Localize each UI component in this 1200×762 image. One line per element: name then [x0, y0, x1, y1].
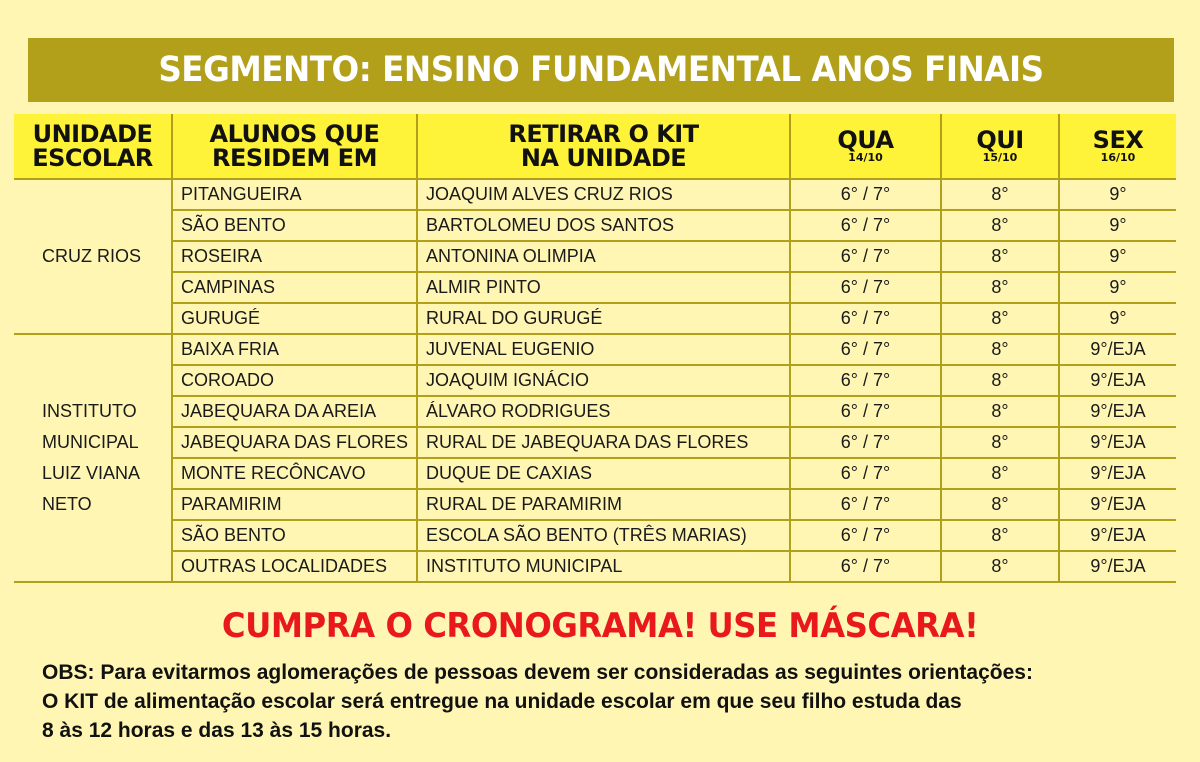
- school-unit-line: NETO: [42, 494, 92, 514]
- table-header-row: [14, 114, 1176, 179]
- residence-cell: OUTRAS LOCALIDADES: [172, 551, 417, 582]
- pickup-school-cell: JOAQUIM ALVES CRUZ RIOS: [417, 179, 790, 210]
- grade-qui-cell: 8°: [941, 458, 1059, 489]
- grade-qua-cell: 6° / 7°: [790, 458, 941, 489]
- grade-sex-cell: 9°/EJA: [1059, 520, 1176, 551]
- grade-qua-cell: 6° / 7°: [790, 427, 941, 458]
- school-unit-line: MUNICIPAL: [42, 432, 139, 452]
- table-row: [14, 396, 1176, 427]
- school-unit-line: CRUZ RIOS: [42, 246, 141, 266]
- segment-title-bar: [28, 38, 1174, 102]
- grade-sex-cell: 9°: [1059, 210, 1176, 241]
- grade-qui-cell: 8°: [941, 489, 1059, 520]
- kit-schedule-table: [14, 114, 1176, 583]
- grade-qui-cell: 8°: [941, 551, 1059, 582]
- pickup-school-cell: RURAL DE JABEQUARA DAS FLORES: [417, 427, 790, 458]
- school-unit-cell: [14, 179, 172, 334]
- grade-sex-cell: 9°/EJA: [1059, 489, 1176, 520]
- obs-line: O KIT de alimentação escolar será entregue na unidade escolar em que seu filho estuda das: [42, 690, 962, 713]
- grade-qui-cell: 8°: [941, 427, 1059, 458]
- header-pickup: RETIRAR O KIT NA UNIDADE: [417, 114, 790, 179]
- pickup-school-cell: JUVENAL EUGENIO: [417, 334, 790, 365]
- grade-qua-cell: 6° / 7°: [790, 396, 941, 427]
- grade-qui-cell: 8°: [941, 520, 1059, 551]
- residence-cell: CAMPINAS: [172, 272, 417, 303]
- header-day-sex: SEX 16/10: [1059, 114, 1176, 179]
- grade-qua-cell: 6° / 7°: [790, 303, 941, 334]
- school-unit-cell: [14, 334, 172, 582]
- table-row: [14, 210, 1176, 241]
- cta-text: CUMPRA O CRONOGRAMA! USE MÁSCARA!: [221, 606, 979, 646]
- grade-qui-cell: 8°: [941, 396, 1059, 427]
- header-day-qua: QUA 14/10: [790, 114, 941, 179]
- grade-qua-cell: 6° / 7°: [790, 365, 941, 396]
- table-row: [14, 179, 1176, 210]
- grade-qui-cell: 8°: [941, 179, 1059, 210]
- observation-note: [42, 658, 1182, 745]
- grade-sex-cell: 9°/EJA: [1059, 396, 1176, 427]
- grade-sex-cell: 9°: [1059, 179, 1176, 210]
- pickup-school-cell: RURAL DO GURUGÉ: [417, 303, 790, 334]
- pickup-school-cell: DUQUE DE CAXIAS: [417, 458, 790, 489]
- grade-qua-cell: 6° / 7°: [790, 179, 941, 210]
- pickup-school-cell: ESCOLA SÃO BENTO (TRÊS MARIAS): [417, 520, 790, 551]
- grade-sex-cell: 9°/EJA: [1059, 365, 1176, 396]
- table-row: [14, 458, 1176, 489]
- table-row: [14, 303, 1176, 334]
- residence-cell: PARAMIRIM: [172, 489, 417, 520]
- residence-cell: PITANGUEIRA: [172, 179, 417, 210]
- residence-cell: GURUGÉ: [172, 303, 417, 334]
- grade-qui-cell: 8°: [941, 303, 1059, 334]
- residence-cell: BAIXA FRIA: [172, 334, 417, 365]
- table-row: [14, 520, 1176, 551]
- table-row: [14, 551, 1176, 582]
- header-residence: ALUNOS QUE RESIDEM EM: [172, 114, 417, 179]
- obs-line: 8 às 12 horas e das 13 às 15 horas.: [42, 719, 392, 742]
- residence-cell: COROADO: [172, 365, 417, 396]
- header-day-qui: QUI 15/10: [941, 114, 1059, 179]
- table-row: [14, 489, 1176, 520]
- grade-qua-cell: 6° / 7°: [790, 489, 941, 520]
- grade-sex-cell: 9°/EJA: [1059, 551, 1176, 582]
- pickup-school-cell: ÁLVARO RODRIGUES: [417, 396, 790, 427]
- grade-sex-cell: 9°/EJA: [1059, 458, 1176, 489]
- grade-qui-cell: 8°: [941, 365, 1059, 396]
- table-row: [14, 241, 1176, 272]
- grade-qua-cell: 6° / 7°: [790, 272, 941, 303]
- grade-sex-cell: 9°: [1059, 241, 1176, 272]
- residence-cell: JABEQUARA DA AREIA: [172, 396, 417, 427]
- pickup-school-cell: RURAL DE PARAMIRIM: [417, 489, 790, 520]
- grade-qua-cell: 6° / 7°: [790, 241, 941, 272]
- grade-qui-cell: 8°: [941, 210, 1059, 241]
- obs-line: OBS: Para evitarmos aglomerações de pessoas devem ser consideradas as seguintes orientações:: [42, 661, 1033, 684]
- grade-sex-cell: 9°/EJA: [1059, 334, 1176, 365]
- pickup-school-cell: ANTONINA OLIMPIA: [417, 241, 790, 272]
- table-row: [14, 365, 1176, 396]
- segment-title: SEGMENTO: ENSINO FUNDAMENTAL ANOS FINAIS: [158, 50, 1044, 90]
- pickup-school-cell: ALMIR PINTO: [417, 272, 790, 303]
- table-row: [14, 272, 1176, 303]
- pickup-school-cell: BARTOLOMEU DOS SANTOS: [417, 210, 790, 241]
- table-row: [14, 427, 1176, 458]
- grade-qua-cell: 6° / 7°: [790, 551, 941, 582]
- grade-sex-cell: 9°: [1059, 303, 1176, 334]
- school-unit-line: INSTITUTO: [42, 401, 137, 421]
- grade-sex-cell: 9°: [1059, 272, 1176, 303]
- grade-qui-cell: 8°: [941, 272, 1059, 303]
- residence-cell: SÃO BENTO: [172, 520, 417, 551]
- residence-cell: MONTE RECÔNCAVO: [172, 458, 417, 489]
- school-unit-line: LUIZ VIANA: [42, 463, 141, 483]
- pickup-school-cell: JOAQUIM IGNÁCIO: [417, 365, 790, 396]
- header-unit: UNIDADE ESCOLAR: [14, 114, 172, 179]
- grade-qua-cell: 6° / 7°: [790, 210, 941, 241]
- residence-cell: JABEQUARA DAS FLORES: [172, 427, 417, 458]
- grade-qui-cell: 8°: [941, 241, 1059, 272]
- call-to-action: [0, 606, 1200, 646]
- grade-qui-cell: 8°: [941, 334, 1059, 365]
- pickup-school-cell: INSTITUTO MUNICIPAL: [417, 551, 790, 582]
- grade-sex-cell: 9°/EJA: [1059, 427, 1176, 458]
- table-row: [14, 334, 1176, 365]
- residence-cell: SÃO BENTO: [172, 210, 417, 241]
- residence-cell: ROSEIRA: [172, 241, 417, 272]
- grade-qua-cell: 6° / 7°: [790, 520, 941, 551]
- grade-qua-cell: 6° / 7°: [790, 334, 941, 365]
